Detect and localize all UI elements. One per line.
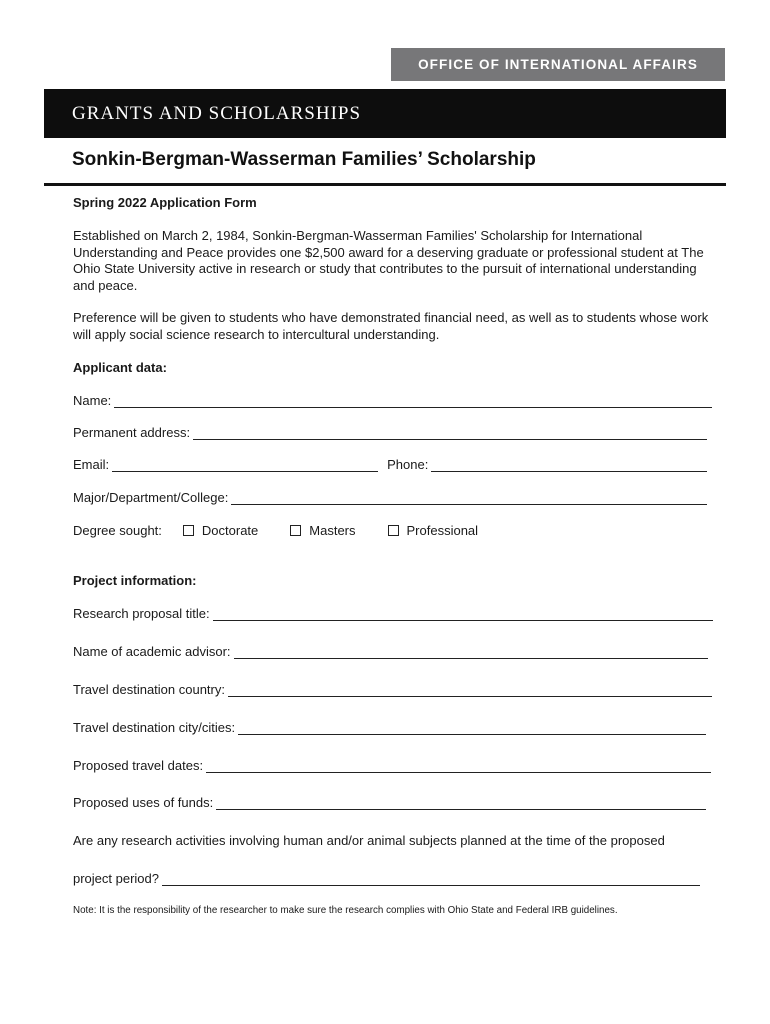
email-label: Email: [73, 457, 110, 472]
subjects-question [73, 833, 665, 848]
funds-row [73, 795, 706, 810]
proposal-title-row [73, 606, 713, 621]
title-divider [44, 183, 726, 186]
proposal-title-label: Research proposal title: [73, 606, 210, 621]
doctorate-label: Doctorate [201, 523, 259, 538]
address-label: Permanent address: [73, 425, 191, 440]
masters-label: Masters [309, 523, 356, 538]
address-row [73, 425, 707, 440]
project-heading: Project information: [73, 573, 197, 588]
phone-label: Phone: [387, 457, 429, 472]
advisor-field[interactable] [234, 647, 708, 659]
degree-option-doctorate[interactable] [183, 523, 258, 538]
major-label: Major/Department/College: [73, 490, 229, 505]
masters-checkbox[interactable] [290, 525, 301, 536]
professional-label: Professional [406, 523, 479, 538]
preference-paragraph: Preference will be given to students who have demonstrated financial need, as well as to students whose work will apply social science research to intercultural understanding. [73, 310, 709, 342]
city-label: Travel destination city/cities: [73, 720, 236, 735]
section-header: GRANTS AND SCHOLARSHIPS [44, 89, 726, 138]
major-field[interactable] [231, 493, 707, 505]
scholarship-title: Sonkin-Bergman-Wasserman Families’ Scholarship [72, 149, 536, 170]
degree-option-professional[interactable] [388, 523, 479, 538]
office-banner: OFFICE OF INTERNATIONAL AFFAIRS [391, 48, 725, 81]
name-field[interactable] [114, 396, 712, 408]
city-row [73, 720, 706, 735]
address-field[interactable] [193, 428, 707, 440]
degree-row [73, 523, 510, 538]
email-field[interactable] [112, 460, 378, 472]
doctorate-checkbox[interactable] [183, 525, 194, 536]
contact-row [73, 457, 707, 472]
country-row [73, 682, 712, 697]
dates-label: Proposed travel dates: [73, 758, 204, 773]
degree-label: Degree sought: [73, 523, 162, 538]
irb-note: Note: It is the responsibility of the researcher to make sure the research complies with Ohio State and Federal IRB guidelines. [73, 905, 618, 916]
advisor-row [73, 644, 708, 659]
period-field[interactable] [162, 874, 700, 886]
major-row [73, 490, 707, 505]
subjects-question-text: Are any research activities involving human and/or animal subjects planned at the time of the proposed [73, 833, 665, 848]
proposal-title-field[interactable] [213, 609, 713, 621]
form-label: Spring 2022 Application Form [73, 195, 257, 210]
professional-checkbox[interactable] [388, 525, 399, 536]
intro-paragraph: Established on March 2, 1984, Sonkin-Bergman-Wasserman Families' Scholarship for International Understanding and Peace provides one $2,500 award for a deserving graduate or professional student at The Ohio State University active in research or study that contributes to the pursuit of international understanding and peace. [73, 228, 704, 293]
country-field[interactable] [228, 685, 712, 697]
funds-field[interactable] [216, 798, 706, 810]
period-label: project period? [73, 871, 159, 886]
dates-field[interactable] [206, 761, 711, 773]
dates-row [73, 758, 711, 773]
city-field[interactable] [238, 723, 706, 735]
applicant-heading: Applicant data: [73, 360, 167, 375]
phone-field[interactable] [431, 460, 707, 472]
funds-label: Proposed uses of funds: [73, 795, 214, 810]
name-label: Name: [73, 393, 112, 408]
period-row [73, 871, 700, 886]
advisor-label: Name of academic advisor: [73, 644, 231, 659]
name-row [73, 393, 712, 408]
degree-option-masters[interactable] [290, 523, 355, 538]
country-label: Travel destination country: [73, 682, 225, 697]
